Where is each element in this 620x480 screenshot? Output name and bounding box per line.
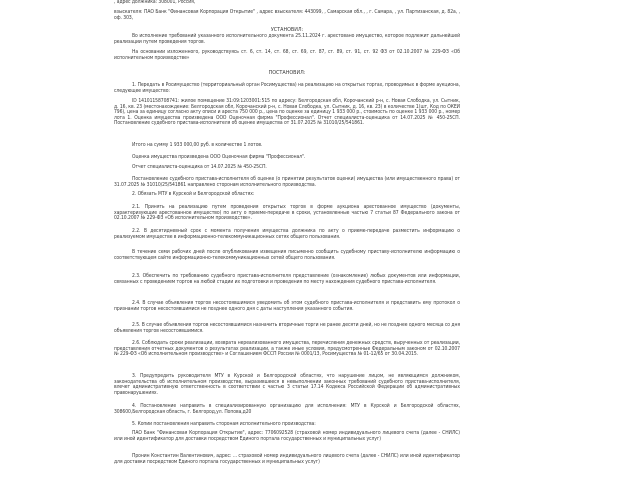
paragraph: Во исполнение требований указанного исполнительного документа 25.11.2024 г. арестовано имущество, которое подлежит дальнейшей реализации путем проведения торгов.: [114, 33, 460, 45]
item-2-4: 2.4. В случае объявления торгов несостоявшимися уведомить об этом судебного пристава-исполнителя и представить ему протокол о признании торгов несостоявшимися не позднее одного дня с даты наступления указанного события.: [114, 300, 460, 312]
debtor-address-line: , адрес должника: 308001, Россия,: [114, 0, 196, 5]
item-2-6: 2.6. Соблюдать сроки реализации, возврата нереализованного имущества, перечисления денежных средств, вырученных от реализации, представления отчетных документов о результатах реализации, а также иные условия, предусмотренные Федеральным законом от 02.10.2007 № 229-ФЗ «Об исполнительном производстве» и Соглашением ФССП России № 0001/13, Росимущества № 01-12/65 от 30.04.2015.: [114, 340, 460, 358]
item-1: 1. Передать в Росимущество (территориальный орган Росимущества) на реализацию на открытых торгах, проводимых в форме аукциона, следующее имущество:: [114, 82, 460, 94]
recipient-debtor: Пронин Константин Валентинович, адрес: ... страховой номер индивидуального лицевого счета (далее - СНИЛС) или иной идентификатор для доставки посредством Единого портала государственных и муниципальных услуг): [114, 453, 460, 465]
item-4: 4. Постановление направить в специализированную организацию для исполнения: МТУ в Курской и Белгородской областях, 308600,Белгородская область, г. Белгород,ул. Попова,д20: [114, 403, 460, 415]
paragraph: Постановление судебного пристава-исполнителя об оценке (о принятии результатов оценки) имущества (или имущественного права) от 31.07.2025 № 31010/25/541861 направлено сторонам исполнительного производства.: [114, 176, 460, 188]
appraisal-firm: Оценка имущества произведена ООО Оценочная фирма "Профессионал".: [132, 154, 306, 160]
paragraph: В течение семи рабочих дней после опубликования извещения письменно сообщить судебному приставу-исполнителю информацию о соответствующем сайте информационно-телекоммуникационных сетей общего пользования.: [114, 249, 460, 261]
established-heading: УСТАНОВИЛ:: [270, 27, 304, 33]
paragraph: На основании изложенного, руководствуясь ст. 6, ст. 14, ст. 68, ст. 69, ст. 87, ст. 89, ст. 91, ст. 92 ФЗ от 02.10.2007 № 229-ФЗ «Об исполнительном производстве»: [114, 49, 460, 61]
appraisal-report: Отчет специалиста-оценщика от 14.07.2025 № 450-25СП.: [132, 164, 267, 170]
property-description: ID 14101158708741: жилое помещение 31:09:1203001:515 по адресу: Белгородская обл, Корочанский р-н, с. Новая Слободка, ул. Сытник, д. 16, кв. 23 (местонахождение: Белгородская обл, Корочанский р-н, с. Новая Слободка, ул. Сытник, д. 16, кв. 23) в количестве 1(шт, Код по ОКЕИ 796), цена за единицу согласно акту описи и ареста 750 000 р., цена по оценке за единицу 1 933 000 р., стоимость по оценке 1 933 000 р., номер лота 1. Оценка имущества произведена ООО Оценочная фирма "Профессионал". Отчет специалиста-оценщика от 14.07.2025 № 450-25СП. Постановление судебного пристава-исполнителя об оценке имущества от 31.07.2025 № 31010/25/541861.: [114, 98, 460, 127]
resolved-heading: ПОСТАНОВИЛ:: [268, 70, 306, 76]
item-2-5: 2.5. В случае объявления торгов несостоявшимися назначить вторичные торги не ранее десяти дней, но не позднее одного месяца со дня объявления торгов несостоявшимися.: [114, 322, 460, 334]
total-sum: Итого на сумму 1 933 000,00 руб. в количестве 1 лотов.: [132, 142, 263, 148]
recipient-bank: ПАО Банк "Финансовая Корпорация Открытие", адрес: 7706092528 (страховой номер индивидуального лицевого счета (далее - СНИЛС) или иной идентификатор для доставки посредством Единого портала государственных и муниципальных услуг): [114, 430, 460, 442]
item-2: 2. Обязать МТУ в Курской и Белгородской областях:: [132, 191, 255, 197]
item-3: 3. Предупредить руководителя МТУ в Курской и Белгородской областях, что нарушение лицом, не являющимся должником, законодательства об исполнительном производстве, выразившееся в невыполнении законных требований судебного пристава-исполнителя, влечет административную ответственность в соответствии с частью 3 статьи 17.14 Кодекса Российской Федерации об административных правонарушениях.: [114, 373, 460, 396]
claimant-line: взыскателя: ПАО Банк "Финансовая Корпорация Открытие" , адрес взыскателя: 443099, , Самарская обл., , г. Самара, , ул. Партизанская, д. 82а, , оф. 303,: [114, 9, 460, 21]
item-5: 5. Копии постановления направить сторонам исполнительного производства:: [132, 421, 316, 427]
item-2-3: 2.3. Обеспечить по требованию судебного пристава-исполнителя представление (ознакомление) любых документов или информации, связанных с проведением торгов на любой стадии их подготовки и проведения по месту нахождения судебного пристава-исполнителя.: [114, 273, 460, 285]
item-2-2: 2.2. В десятидневный срок с момента получения имущества должника по акту о приеме-передаче разместить информацию о реализуемом имуществе в информационно-телекоммуникационных сетях общего пользования.: [114, 228, 460, 240]
item-2-1: 2.1. Принять на реализацию путем проведения открытых торгов в форме аукциона арестованное имущество (документы, характеризующие арестованное имущество) по акту о приеме-передаче в сроки, установленные частью 7 статьи 87 Федерального закона от 02.10.2007 № 229-ФЗ «Об исполнительном производстве».: [114, 204, 460, 222]
